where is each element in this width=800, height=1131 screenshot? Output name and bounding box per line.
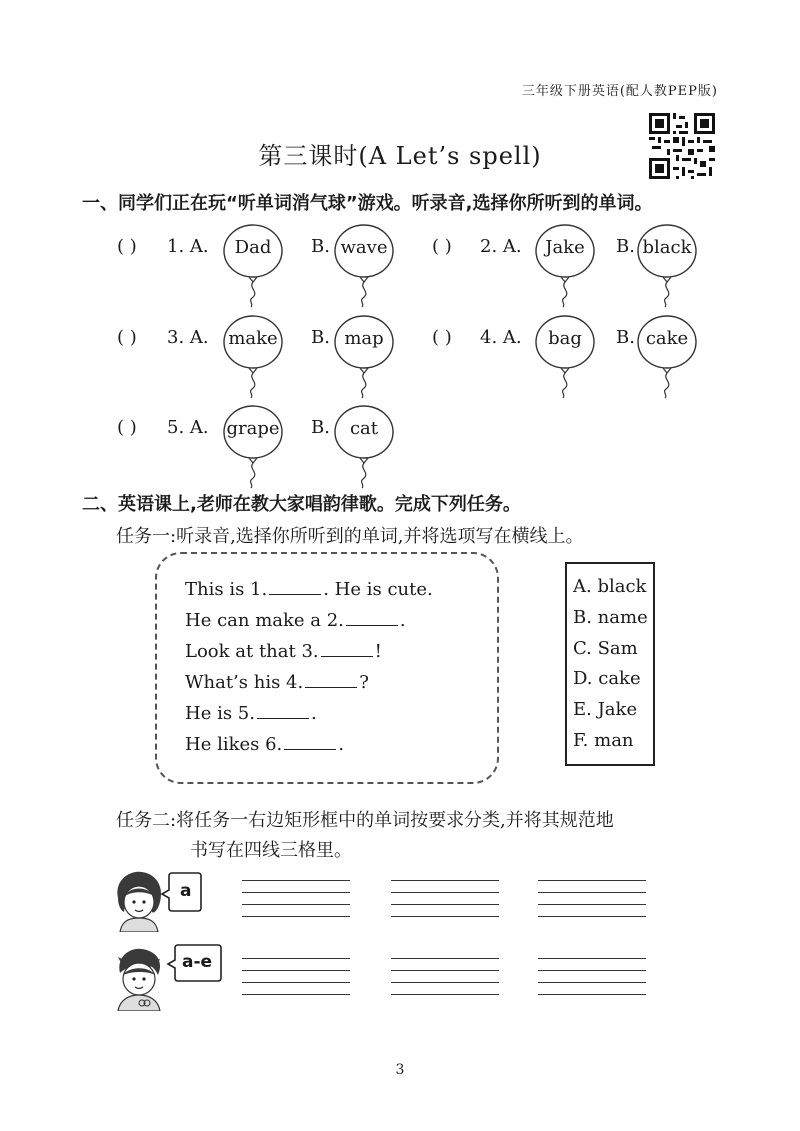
writing-lines[interactable]: [538, 880, 646, 916]
rhyme-text: This is 1.: [185, 579, 268, 600]
option-item: D. cake: [573, 668, 641, 689]
balloon-option-4b[interactable]: [636, 315, 698, 399]
qr-code-icon: [649, 113, 715, 179]
writing-lines[interactable]: [242, 880, 350, 916]
section1-title: 一、同学们正在玩“听单词消气球”游戏。听录音,选择你所听到的单词。: [82, 193, 653, 214]
option-b-label-5: B.: [311, 417, 330, 438]
option-item: F. man: [573, 730, 634, 751]
rhyme-text: He is 5.: [185, 703, 255, 724]
rhyme-text: .: [399, 610, 406, 631]
task2-instruction: [116, 806, 726, 866]
option-b-label-1: B.: [311, 236, 330, 257]
rhyme-text: .: [338, 734, 345, 755]
rhyme-text: He likes 6.: [185, 734, 283, 755]
option-word: bag: [548, 328, 582, 349]
option-item: B. name: [573, 607, 648, 628]
rhyme-line-1: [185, 579, 433, 600]
question-number-3: 3. A.: [167, 327, 209, 348]
balloon-option-2b[interactable]: [636, 224, 698, 308]
rhyme-text: .: [310, 703, 317, 724]
option-word: Jake: [545, 237, 585, 258]
option-b-label-4: B.: [616, 327, 635, 348]
balloon-option-4a[interactable]: [534, 315, 596, 399]
rhyme-line-4: [185, 672, 369, 693]
option-word: cat: [349, 418, 379, 439]
question-number-2: 2. A.: [480, 236, 522, 257]
balloon-option-2a[interactable]: [534, 224, 596, 308]
balloon-option-1b[interactable]: [333, 224, 395, 308]
rhyme-line-5: [185, 703, 317, 724]
balloon-option-3a[interactable]: [222, 315, 284, 399]
lesson-title: 第三课时(A Let’s spell): [258, 142, 542, 170]
option-word: grape: [226, 418, 280, 439]
rhyme-line-3: [185, 641, 382, 662]
boy-bubble-label: a-e: [182, 952, 213, 972]
option-word: map: [344, 328, 384, 349]
rhyme-text: ?: [359, 672, 369, 693]
page-number: 3: [395, 1062, 405, 1078]
answer-bracket-3[interactable]: ( ): [117, 327, 137, 348]
option-item: C. Sam: [573, 638, 638, 659]
answer-bracket-1[interactable]: ( ): [117, 236, 137, 257]
option-item: E. Jake: [573, 699, 638, 720]
balloon-option-5a[interactable]: [222, 405, 284, 489]
option-word: black: [642, 237, 692, 258]
option-word: wave: [340, 237, 388, 258]
answer-blank-3[interactable]: [321, 642, 373, 657]
girl-bubble-label: a: [180, 881, 192, 901]
balloon-option-5b[interactable]: [333, 405, 395, 489]
option-word: cake: [645, 328, 689, 349]
option-word: make: [228, 328, 278, 349]
writing-lines[interactable]: [242, 958, 350, 994]
rhyme-text: Look at that 3.: [185, 641, 319, 662]
question-number-5: 5. A.: [167, 417, 209, 438]
task2-line-2: 书写在四线三格里。: [190, 840, 352, 861]
book-info: 三年级下册英语(配人教PEP版): [521, 84, 718, 99]
option-item: A. black: [573, 576, 647, 597]
answer-blank-2[interactable]: [346, 611, 398, 626]
answer-blank-5[interactable]: [257, 704, 309, 719]
writing-lines[interactable]: [391, 880, 499, 916]
writing-lines[interactable]: [391, 958, 499, 994]
question-number-4: 4. A.: [480, 327, 522, 348]
rhyme-text: . He is cute.: [323, 579, 433, 600]
rhyme-line-6: [185, 734, 344, 755]
boy-avatar-icon: [108, 945, 170, 1011]
answer-bracket-5[interactable]: ( ): [117, 417, 137, 438]
option-b-label-2: B.: [616, 236, 635, 257]
answer-bracket-4[interactable]: ( ): [432, 327, 452, 348]
writing-lines[interactable]: [538, 958, 646, 994]
balloon-option-1a[interactable]: [222, 224, 284, 308]
answer-blank-6[interactable]: [284, 735, 336, 750]
rhyme-line-2: [185, 610, 406, 631]
task1-instruction: 任务一:听录音,选择你所听到的单词,并将选项写在横线上。: [116, 526, 584, 547]
task2-line-1: 任务二:将任务一右边矩形框中的单词按要求分类,并将其规范地: [116, 810, 614, 831]
rhyme-text: !: [374, 641, 382, 662]
option-word: Dad: [234, 237, 272, 258]
rhyme-text: He can make a 2.: [185, 610, 344, 631]
balloon-option-3b[interactable]: [333, 315, 395, 399]
answer-bracket-2[interactable]: ( ): [432, 236, 452, 257]
question-number-1: 1. A.: [167, 236, 209, 257]
option-b-label-3: B.: [311, 327, 330, 348]
section2-title: 二、英语课上,老师在教大家唱韵律歌。完成下列任务。: [82, 494, 521, 515]
rhyme-text: What’s his 4.: [185, 672, 304, 693]
answer-blank-4[interactable]: [305, 673, 357, 688]
answer-blank-1[interactable]: [269, 580, 321, 595]
